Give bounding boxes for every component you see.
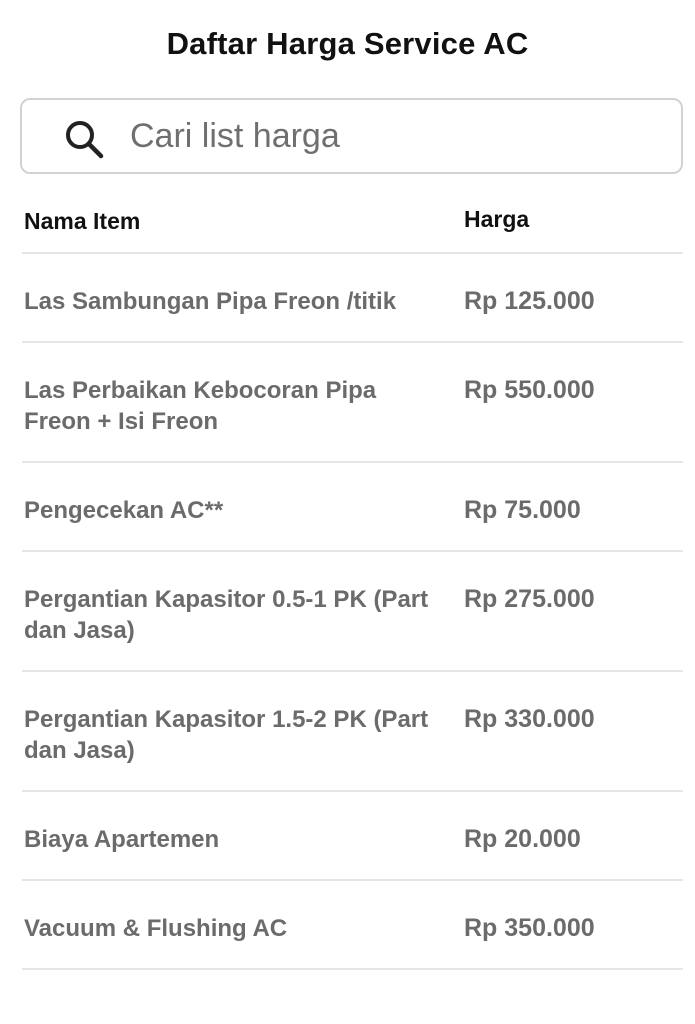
page-title: Daftar Harga Service AC (166, 26, 529, 61)
item-price: Rp 125.000 (464, 287, 595, 315)
price-table (22, 190, 683, 970)
item-name: Biaya Apartemen (24, 826, 220, 853)
table-row (22, 343, 683, 463)
item-name: Pergantian Kapasitor 1.5-2 PK (Part dan Jasa) (24, 706, 429, 764)
table-header (22, 190, 683, 254)
item-name: Vacuum & Flushing AC (24, 915, 288, 942)
item-price: Rp 550.000 (464, 376, 595, 404)
table-row (22, 792, 683, 881)
item-price: Rp 275.000 (464, 585, 595, 613)
table-row (22, 881, 683, 970)
table-row (22, 672, 683, 792)
item-price: Rp 20.000 (464, 825, 581, 853)
search-box[interactable] (20, 98, 683, 174)
search-input[interactable] (130, 100, 660, 172)
table-row (22, 552, 683, 672)
item-price: Rp 350.000 (464, 914, 595, 942)
item-name: Pengecekan AC** (24, 497, 224, 524)
item-name: Pergantian Kapasitor 0.5-1 PK (Part dan Jasa) (24, 586, 429, 644)
table-row (22, 254, 683, 343)
table-row (22, 463, 683, 552)
header-item-name: Nama Item (24, 208, 141, 234)
item-price: Rp 75.000 (464, 496, 581, 524)
item-name: Las Perbaikan Kebocoran Pipa Freon + Isi Freon (24, 377, 377, 435)
item-price: Rp 330.000 (464, 705, 595, 733)
header-price: Harga (464, 206, 530, 232)
item-name: Las Sambungan Pipa Freon /titik (24, 288, 397, 315)
search-icon[interactable] (64, 119, 104, 159)
